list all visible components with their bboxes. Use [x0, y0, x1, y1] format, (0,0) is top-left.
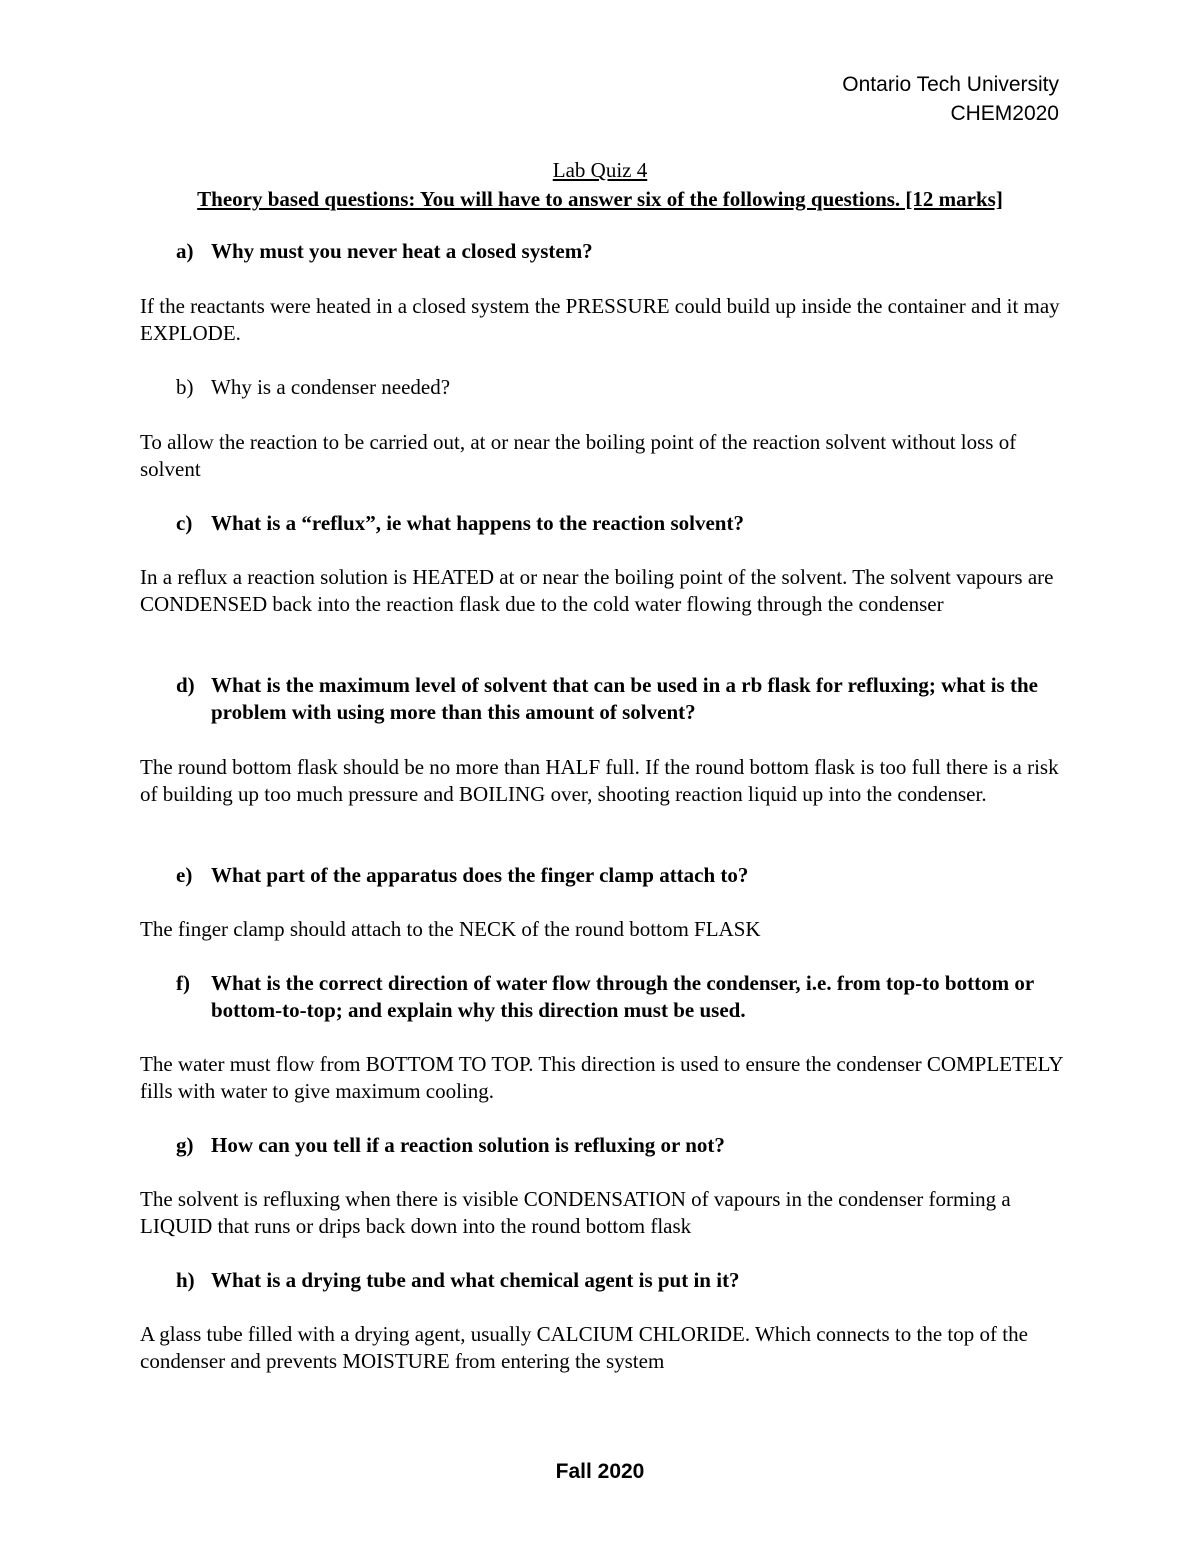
question-b	[176, 374, 1056, 401]
quiz-instructions: Theory based questions: You will have to answer six of the following questions. [12 marks]	[197, 187, 1003, 211]
answer-f: The water must flow from BOTTOM TO TOP. This direction is used to ensure the condenser COMPLETELY fills with water to give maximum cooling.	[140, 1052, 1063, 1103]
question-text: What is the correct direction of water flow through the condenser, i.e. from top-to bottom or bottom-to-top; and explain why this direction must be used.	[211, 971, 1034, 1022]
course-code: CHEM2020	[950, 102, 1059, 125]
question-d	[176, 672, 1056, 726]
question-label: e)	[176, 863, 193, 887]
answer-g: The solvent is refluxing when there is visible CONDENSATION of vapours in the condenser forming a LIQUID that runs or drips back down into the round bottom flask	[140, 1187, 1011, 1238]
page-header	[842, 70, 1059, 128]
title-block	[140, 156, 1060, 214]
answer-b: To allow the reaction to be carried out, at or near the boiling point of the reaction solvent without loss of solvent	[140, 430, 1017, 481]
question-a	[176, 238, 1056, 265]
question-f	[176, 970, 1056, 1024]
question-label: f)	[176, 971, 190, 995]
question-label: g)	[176, 1133, 194, 1157]
question-label: b)	[176, 375, 194, 399]
question-label: a)	[176, 239, 194, 263]
question-g	[176, 1132, 1056, 1159]
question-text: What part of the apparatus does the finger clamp attach to?	[211, 863, 749, 887]
question-text: How can you tell if a reaction solution is refluxing or not?	[211, 1133, 725, 1157]
answer-d: The round bottom flask should be no more than HALF full. If the round bottom flask is too full there is a risk of building up too much pressure and BOILING over, shooting reaction liquid up into the condenser.	[140, 755, 1059, 806]
answer-h: A glass tube filled with a drying agent, usually CALCIUM CHLORIDE. Which connects to the top of the condenser and prevents MOISTURE from entering the system	[140, 1322, 1028, 1373]
answer-c: In a reflux a reaction solution is HEATED at or near the boiling point of the solvent. The solvent vapours are CONDENSED back into the reaction flask due to the cold water flowing through the condenser	[140, 565, 1054, 616]
question-text: What is a “reflux”, ie what happens to the reaction solvent?	[211, 511, 744, 535]
question-text: Why is a condenser needed?	[211, 375, 451, 399]
question-label: d)	[176, 673, 195, 697]
page-footer: Fall 2020	[555, 1460, 645, 1483]
question-label: h)	[176, 1268, 195, 1292]
question-label: c)	[176, 511, 193, 535]
quiz-title: Lab Quiz 4	[552, 158, 648, 182]
institution-name: Ontario Tech University	[842, 73, 1059, 96]
question-text: What is the maximum level of solvent that can be used in a rb flask for refluxing; what is the problem with using more than this amount of solvent?	[211, 673, 1038, 724]
question-h	[176, 1267, 1056, 1294]
question-text: Why must you never heat a closed system?	[211, 239, 593, 263]
answer-a: If the reactants were heated in a closed system the PRESSURE could build up inside the container and it may EXPLODE.	[140, 294, 1060, 345]
question-c	[176, 510, 1056, 537]
question-text: What is a drying tube and what chemical agent is put in it?	[211, 1268, 740, 1292]
answer-e: The finger clamp should attach to the NECK of the round bottom FLASK	[140, 917, 761, 941]
question-e	[176, 862, 1056, 889]
